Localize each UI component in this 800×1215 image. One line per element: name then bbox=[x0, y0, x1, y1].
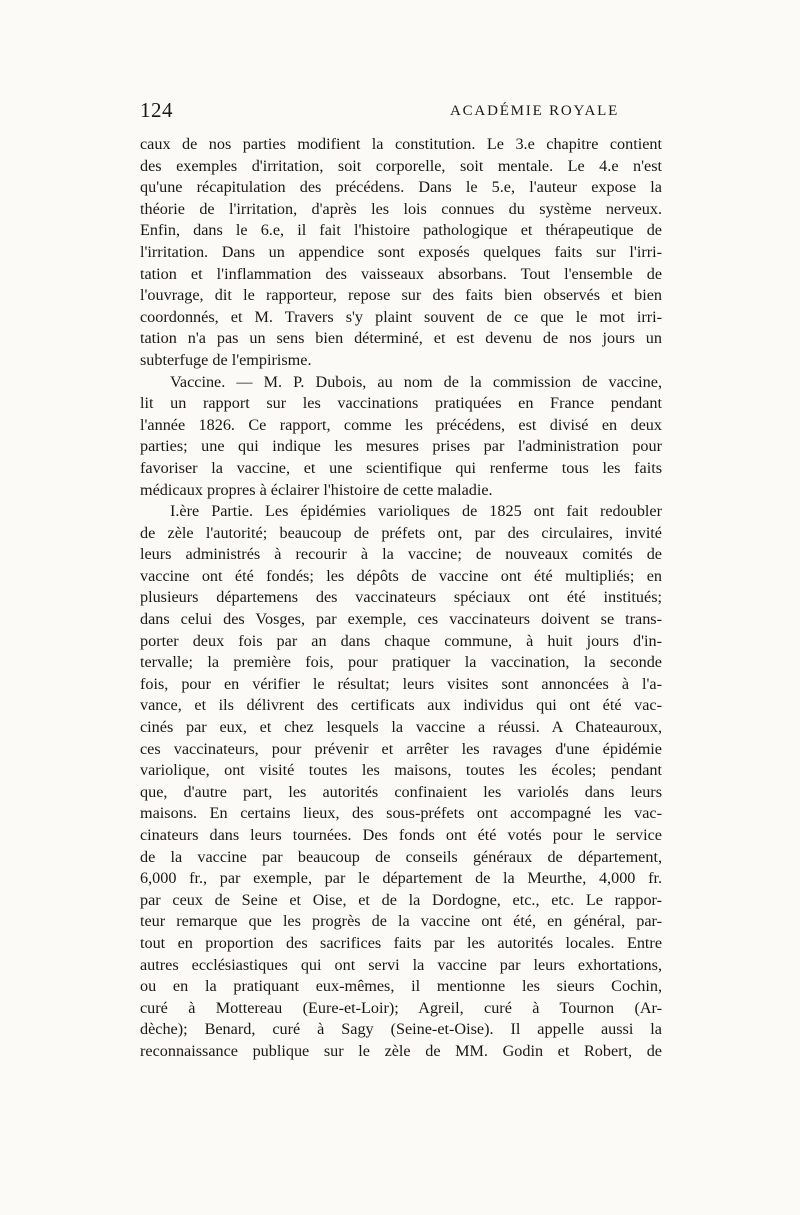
text-line: parties; une qui indique les mesures prises par l'administration pour bbox=[140, 437, 662, 456]
page-number: 124 bbox=[140, 98, 173, 122]
running-head: ACADÉMIE ROYALE bbox=[450, 103, 620, 119]
text-line: fois, pour en vérifier le résultat; leurs visites sont annoncées à l'a- bbox=[140, 674, 662, 693]
body-text bbox=[140, 134, 662, 1063]
text-line: 6,000 fr., par exemple, par le département de la Meurthe, 4,000 fr. bbox=[140, 869, 662, 888]
text-line: teur remarque que les progrès de la vaccine ont été, en général, par- bbox=[140, 912, 662, 931]
text-line: de la vaccine par beaucoup de conseils généraux de département, bbox=[140, 847, 662, 866]
text-line: plusieurs départemens des vaccinateurs spéciaux ont été institués; bbox=[140, 588, 662, 607]
text-line: cinés par eux, et chez lesquels la vaccine a réussi. A Chateauroux, bbox=[140, 718, 662, 737]
text-line: Enfin, dans le 6.e, il fait l'histoire pathologique et thérapeutique de bbox=[140, 221, 662, 240]
text-line: des exemples d'irritation, soit corporelle, soit mentale. Le 4.e n'est bbox=[140, 156, 662, 175]
text-line: qu'une récapitulation des précédens. Dans le 5.e, l'auteur expose la bbox=[140, 178, 662, 197]
text-line: par ceux de Seine et Oise, et de la Dordogne, etc., etc. Le rappor- bbox=[140, 890, 662, 909]
text-line: caux de nos parties modifient la constitution. Le 3.e chapitre contient bbox=[140, 135, 662, 153]
text-line: ces vaccinateurs, pour prévenir et arrêter les ravages d'une épidémie bbox=[140, 739, 662, 758]
text-line: l'année 1826. Ce rapport, comme les précédens, est divisé en deux bbox=[140, 415, 662, 434]
part-heading-line: I.ère Partie. Les épidémies varioliques de 1825 ont fait redoubler bbox=[170, 502, 662, 521]
text-line: curé à Mottereau (Eure-et-Loir); Agreil, curé à Tournon (Ar- bbox=[140, 998, 662, 1017]
text-line: de zèle l'autorité; beaucoup de préfets ont, par des circulaires, invité bbox=[140, 523, 662, 542]
text-line: l'irritation. Dans un appendice sont exposés quelques faits sur l'irri- bbox=[140, 242, 662, 261]
text-line: lit un rapport sur les vaccinations pratiquées en France pendant bbox=[140, 394, 662, 413]
text-line: cinateurs dans leurs tournées. Des fonds ont été votés pour le service bbox=[140, 826, 662, 844]
text-line: tation et l'inflammation des vaisseaux absorbans. Tout l'ensemble de bbox=[140, 264, 662, 283]
text-line: variolique, ont visité toutes les maisons, toutes les écoles; pendant bbox=[140, 761, 662, 780]
text-line: dèche); Benard, curé à Sagy (Seine-et-Oise). Il appelle aussi la bbox=[140, 1020, 662, 1039]
text-line: coordonnés, et M. Travers s'y plaint souvent de ce que le mot irri- bbox=[140, 307, 662, 326]
text-line: tervalle; la première fois, pour pratiquer la vaccination, la seconde bbox=[140, 653, 662, 672]
text-line: maisons. En certains lieux, des sous-préfets ont accompagné les vac- bbox=[140, 804, 662, 823]
text-line: médicaux propres à éclairer l'histoire de cette maladie. bbox=[140, 480, 493, 499]
text-line: porter deux fois par an dans chaque commune, à huit jours d'in- bbox=[140, 631, 662, 650]
page-header bbox=[140, 98, 662, 128]
text-line: favoriser la vaccine, et une scientifique qui renferme tous les faits bbox=[140, 458, 662, 477]
text-line: leurs administrés à recourir à la vaccine; de nouveaux comités de bbox=[140, 545, 662, 564]
text-line: vaccine ont été fondés; les dépôts de vaccine ont été multipliés; en bbox=[140, 566, 662, 585]
section-heading-line: Vaccine. — M. P. Dubois, au nom de la commission de vaccine, bbox=[170, 372, 662, 391]
text-line: autres ecclésiastiques qui ont servi la vaccine par leurs exhortations, bbox=[140, 955, 662, 974]
text-line: que, d'autre part, les autorités confinaient les variolés dans leurs bbox=[140, 782, 662, 801]
text-line: reconnaissance publique sur le zèle de MM. Godin et Robert, de bbox=[140, 1041, 662, 1060]
text-line: théorie de l'irritation, d'après les lois connues du système nerveux. bbox=[140, 199, 662, 218]
text-line: dans celui des Vosges, par exemple, ces vaccinateurs doivent se trans- bbox=[140, 610, 662, 629]
text-line: vance, et ils délivrent des certificats aux individus qui ont été vac- bbox=[140, 696, 662, 715]
text-line: tation n'a pas un sens bien déterminé, et est devenu de nos jours un bbox=[140, 329, 662, 348]
text-line: l'ouvrage, dit le rapporteur, repose sur des faits bien observés et bien bbox=[140, 286, 662, 305]
text-line: subterfuge de l'empirisme. bbox=[140, 350, 312, 369]
text-line: ou en la pratiquant eux-mêmes, il mentionne les sieurs Cochin, bbox=[140, 977, 662, 996]
text-line: tout en proportion des sacrifices faits par les autorités locales. Entre bbox=[140, 933, 662, 952]
